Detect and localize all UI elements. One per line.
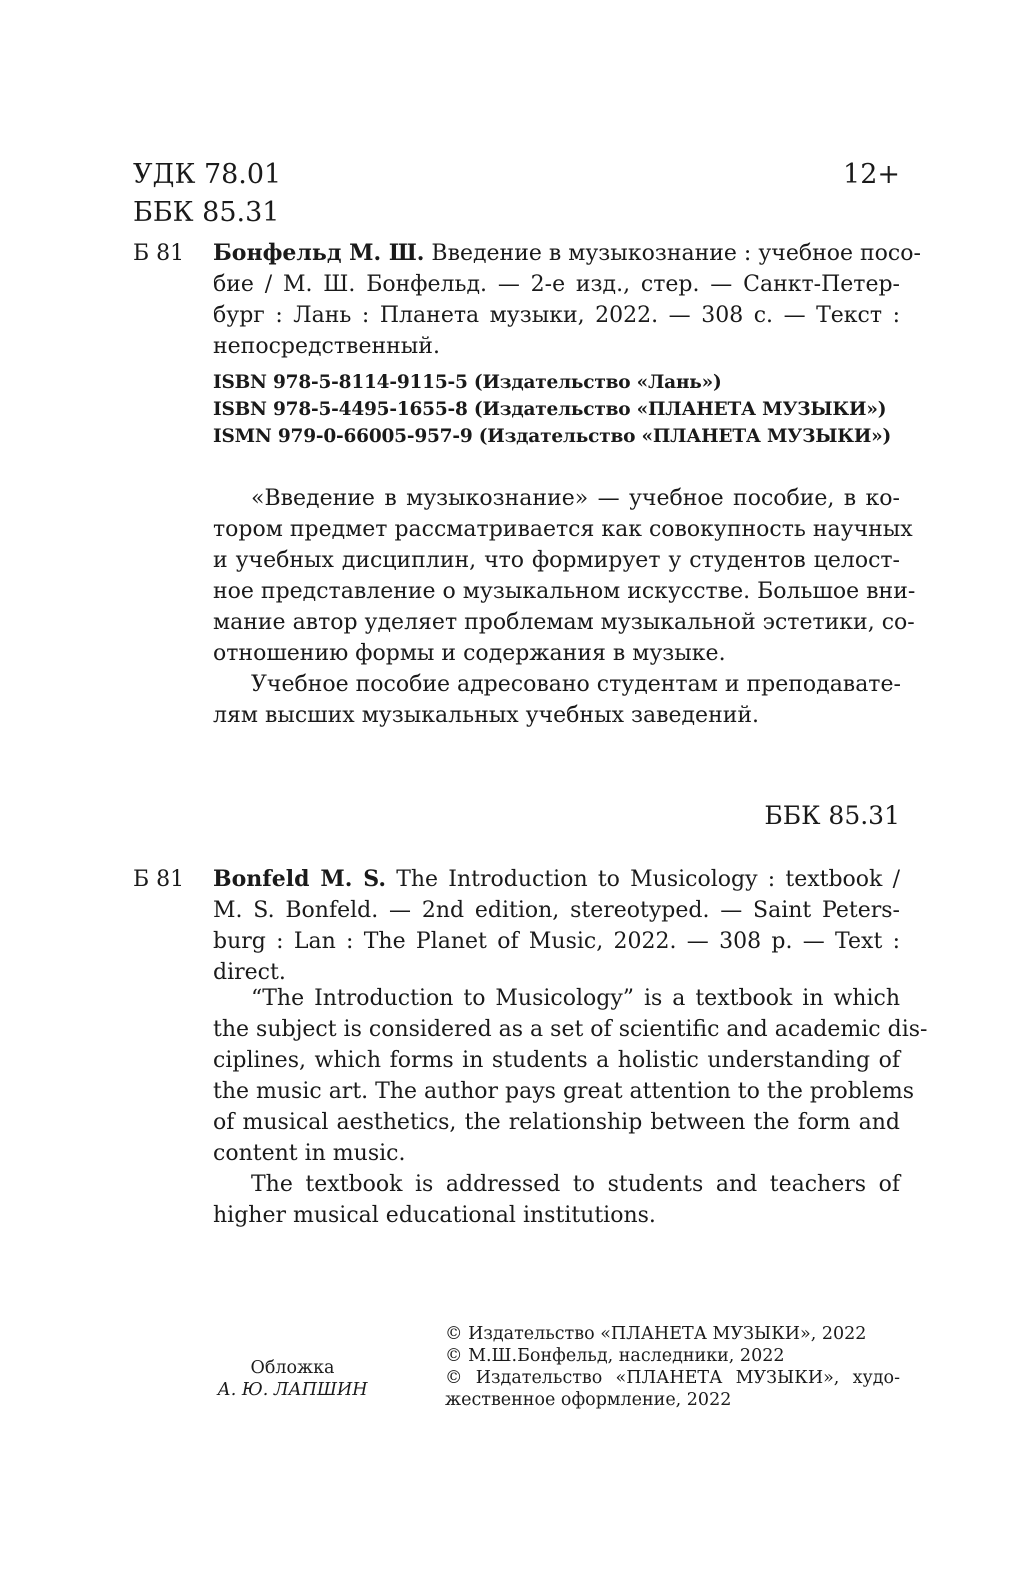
isbn-line: ISBN 978-5-8114-9115-5 (Издательство «Лань»)	[213, 372, 722, 393]
record-line: burg : Lan : The Planet of Music, 2022. — 308 p. — Text :	[213, 929, 900, 954]
en-bibliographic-record	[213, 864, 900, 988]
record-line: Бонфельд М. Ш. Введение в музыкознание : учебное посо-	[213, 240, 921, 266]
annotation-line: higher musical educational institutions.	[213, 1203, 656, 1228]
ru-annotation	[213, 483, 916, 731]
record-line: непосредственный.	[213, 334, 440, 359]
ru-bibliographic-record	[213, 238, 921, 362]
en-annotation	[213, 983, 928, 1231]
record-line: Bonfeld M. S. The Introduction to Musicology : textbook /	[213, 866, 900, 892]
annotation-line: of musical aesthetics, the relationship between the form and	[213, 1110, 900, 1135]
en-author-code: Б 81	[133, 867, 185, 892]
annotation-line: мание автор уделяет проблемам музыкальной эстетики, со-	[213, 610, 915, 635]
annotation-line: ное представление о музыкальном искусстве. Большое вни-	[213, 579, 916, 604]
isbn-block	[213, 369, 903, 450]
copyright-line: жественное оформление, 2022	[445, 1390, 732, 1410]
annotation-line: Учебное пособие адресовано студентам и преподавате-	[251, 672, 901, 697]
record-line: бург : Лань : Планета музыки, 2022. — 308 с. — Текст :	[213, 303, 900, 328]
annotation-line: content in music.	[213, 1141, 406, 1166]
annotation-line: ciplines, which forms in students a holistic understanding of	[213, 1048, 900, 1073]
copyright-block	[445, 1323, 900, 1411]
udk-code: УДК 78.01	[133, 159, 282, 190]
isbn-line: ISBN 978-5-4495-1655-8 (Издательство «ПЛАНЕТА МУЗЫКИ»)	[213, 399, 887, 420]
ru-author-code: Б 81	[133, 241, 185, 266]
copyright-line: © Издательство «ПЛАНЕТА МУЗЫКИ», 2022	[445, 1324, 867, 1344]
copyright-line: © М.Ш.Бонфельд, наследники, 2022	[445, 1346, 785, 1366]
annotation-line: the music art. The author pays great attention to the problems	[213, 1079, 915, 1104]
annotation-line: лям высших музыкальных учебных заведений.	[213, 703, 760, 728]
annotation-line: «Введение в музыкознание» — учебное пособие, в ко-	[251, 486, 900, 511]
bbk-code-middle: ББК 85.31	[764, 801, 900, 830]
annotation-line: the subject is considered as a set of scientific and academic dis-	[213, 1017, 928, 1042]
record-line: M. S. Bonfeld. — 2nd edition, stereotyped. — Saint Peters-	[213, 898, 900, 923]
annotation-line: “The Introduction to Musicology” is a textbook in which	[251, 986, 900, 1011]
bbk-code-top: ББК 85.31	[133, 197, 280, 228]
copyright-line: © Издательство «ПЛАНЕТА МУЗЫКИ», худо-	[445, 1368, 900, 1388]
annotation-line: The textbook is addressed to students and teachers of	[251, 1172, 900, 1197]
cover-artist: А. Ю. ЛАПШИН	[217, 1380, 368, 1400]
annotation-line: и учебных дисциплин, что формирует у студентов целост-	[213, 548, 900, 573]
cover-label: Обложка	[250, 1358, 335, 1378]
cover-credit	[200, 1357, 385, 1401]
record-line: direct.	[213, 960, 286, 985]
ismn-line: ISMN 979-0-66005-957-9 (Издательство «ПЛАНЕТА МУЗЫКИ»)	[213, 426, 892, 447]
age-rating: 12+	[843, 159, 900, 190]
annotation-line: тором предмет рассматривается как совокупность научных	[213, 517, 913, 542]
record-line: бие / М. Ш. Бонфельд. — 2-е изд., стер. — Санкт-Петер-	[213, 272, 900, 297]
annotation-line: отношению формы и содержания в музыке.	[213, 641, 726, 666]
